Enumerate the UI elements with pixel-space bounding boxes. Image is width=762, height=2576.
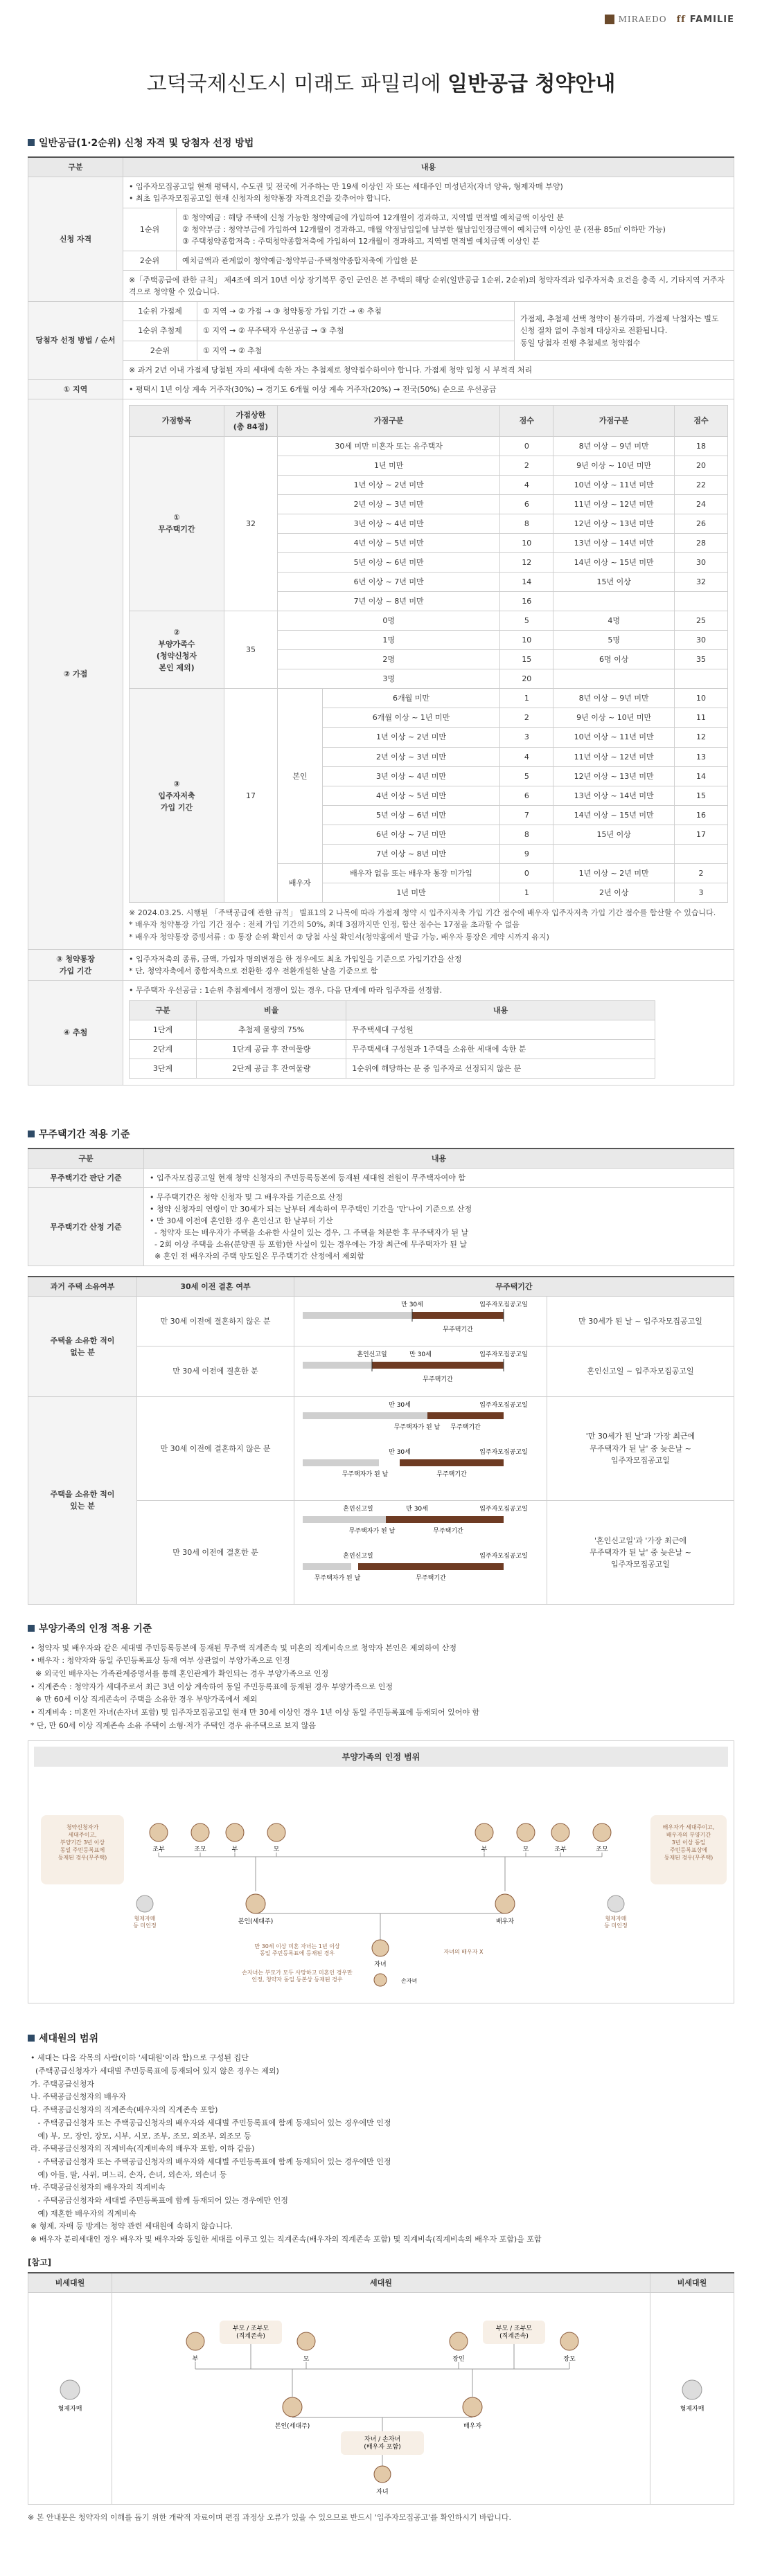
label-period: 무주택기간 <box>450 1423 481 1431</box>
bar-owned <box>358 1516 386 1523</box>
score-cell: 3명 <box>278 669 500 689</box>
spouse-person-icon <box>463 2397 482 2417</box>
ancestor-person-icon <box>267 1823 285 1841</box>
household-text: • 세대는 다음 각목의 사람(이하 '세대원'이라 함)으로 구성된 집단 (주택공급신청자가 세대별 주민등록표에 등재되어 있지 않은 경우는 제외) 가. 주택공급신청자 나. 주택공급신청자의 배우자 다. 주택공급신청자의 직계존속(배우자의 직계존속 포함) - 주택공급신청자 또는 주택공급신청자의 배우자와 세대별 주민등록표에 함께 등재되어 있는 경우에만 인정 예) 부, 모, 장인, 장모, 시부, 시모, 조부, 조모, 외조부, 외조모 등 라. 주택공급신청자의 직계비속(직계비속의 배우자 포함, 이하 같음) - 주택공급신청자 또는 주택공급신청자의 배우자와 세대별 주민등록표에 함께 등재되어 있는 경우에만 인정 예) 아들, 딸, 사위, 며느리, 손자, 손녀, 외손자, 외손녀 등 마. 주택공급신청자의 배우자의 직계비속 - 주택공급신청자와 세대별 주민등록표에 함께 등재되어 있는 경우에만 인정 예) 재혼한 배우자의 직계비속 ※ 형제, 자매 등 방계는 청약 관련 세대원에 속하지 않습니다. ※ 배우자 분리세대인 경우 배우자 및 배우자와 동일한 세대를 이루고 있는 직계존속(배우자의 직계존속 포함) 및 직계비속(직계비속의 배우자 포함)을 포함 <box>30 2053 542 2244</box>
non-member-right <box>650 2293 734 2501</box>
ancestor-person-icon <box>450 2332 468 2350</box>
reference-label: [참고] <box>28 2257 52 2267</box>
ancestor-person-icon <box>560 2332 578 2350</box>
svg-text:본인(세대주): 본인(세대주) <box>238 1918 274 1926</box>
ancestor-label-box <box>483 2321 545 2344</box>
self-person-icon <box>283 2397 302 2417</box>
ancestor-person-icon <box>593 1823 611 1841</box>
ancestor-label: 모 <box>303 2355 310 2363</box>
ancestor-person-icon <box>551 1823 569 1841</box>
bar-period <box>427 1412 504 1419</box>
score-cell: 배우자 없음 또는 배우자 통장 미가입 <box>322 863 500 883</box>
svg-text:배우자: 배우자 <box>495 1918 515 1926</box>
family-tree <box>34 1767 727 1995</box>
sibling-person-icon <box>136 1895 153 1912</box>
ancestors-row <box>150 1823 611 1857</box>
label-home: 무주택자가 된 날 <box>393 1423 441 1431</box>
score-cell: 2 <box>500 456 553 475</box>
ancestor-label: 모 <box>522 1846 529 1854</box>
lottery-cell: 1순위에 해당하는 분 중 입주자로 선정되지 않은 분 <box>346 1059 655 1078</box>
score-cell: 32 <box>675 573 728 592</box>
svg-text:배우자: 배우자 <box>463 2422 482 2430</box>
lottery-cell: 2단계 공급 후 잔여물량 <box>197 1059 346 1078</box>
bar-before <box>303 1312 412 1319</box>
timeline-3 <box>296 1398 542 1495</box>
table-row <box>130 1020 655 1039</box>
section-heading-4: 세대원의 범위 <box>28 2031 734 2045</box>
label-notice: 입주자모집공고일 <box>479 1351 528 1359</box>
score-cell: 6개월 미만 <box>322 689 500 708</box>
sibling-person-icon <box>608 1895 624 1912</box>
score-cell: 35 <box>224 611 278 689</box>
label-period: 무주택기간 <box>436 1470 467 1478</box>
spouse-person-icon <box>495 1894 515 1913</box>
score-cell: 13년 이상 ~ 14년 미만 <box>553 533 675 552</box>
score-cell: 10년 이상 ~ 11년 미만 <box>553 475 675 494</box>
score-cell: 28 <box>675 533 728 552</box>
ancestor-person-icon <box>226 1823 244 1841</box>
spouse-figure <box>495 1894 515 1925</box>
lottery-cell: 3단계 <box>130 1059 197 1078</box>
score-cell: 12년 이상 ~ 13년 미만 <box>553 766 675 786</box>
score-cell: 2 <box>675 863 728 883</box>
score-cell: 4 <box>500 475 553 494</box>
child-person-icon <box>374 2466 391 2483</box>
ancestor-person-icon <box>186 2332 204 2350</box>
score-cell: 1년 미만 <box>278 456 500 475</box>
label-notice: 입주자모집공고일 <box>479 1505 528 1513</box>
score-cell: 8 <box>500 514 553 533</box>
score-cell: 13 <box>675 747 728 766</box>
bar-before <box>303 1459 379 1466</box>
score-cell: 1년 이상 ~ 2년 미만 <box>322 728 500 747</box>
label-notice: 입주자모집공고일 <box>479 1448 528 1456</box>
score-cell: 15년 이상 <box>553 573 675 592</box>
bar-period <box>400 1459 504 1466</box>
lottery-cell: 추첨제 물량의 75% <box>197 1020 346 1039</box>
bar-owned <box>400 1412 427 1419</box>
score-cell: 16 <box>500 592 553 611</box>
score-cell: 1 <box>500 883 553 902</box>
ancestor-person-icon <box>475 1823 493 1841</box>
score-cell <box>675 844 728 863</box>
score-cell: 5 <box>500 611 553 631</box>
label-home: 무주택자가 된 날 <box>314 1574 361 1582</box>
label-age30: 만 30세 <box>406 1505 428 1513</box>
score-cell <box>553 844 675 863</box>
score-table: ② 가점 가점항목 가점상한 (총 84점) 가점구분 점수 가점구분 점수 ① 무주택기간 32 30세 미만 미혼자 또는 유주택자 0 8년 이상 ~ 9년 미만 18 1년 미만 2 9년 이상 ~ 10년 미만 20 1년 이상 ~ 2년 미만 4 10년 이상 ~ 11년 미만 22 2년 이상 ~ 3년 미만 6 11년 이상 ~ 12년 미만 24 3년 이상 ~ 4년 미만 8 12년 이상 ~ 13년 미만 26 4년 이상 ~ 5년 미만 10 13년 이상 ~ 14년 미만 28 5년 이상 ~ 6년 미만 12 14년 이상 ~ 15년 미만 30 6년 이상 ~ 7년 미만 14 15년 이상 32 7년 이상 ~ 8년 미만 16 ② 부양가족수 (청약신청자 본인 제외) 35 0명 5 4명 25 1명 10 5명 30 2명 15 6명 이상 35 3명 20 ③ 입주자저축 가입 기간 17 본인 6개월 미만 1 8년 이상 ~ 9년 미만 10 6개월 이상 ~ 1년 미만 2 9년 이상 ~ 10년 미만 11 1년 이상 ~ 2년 미만 3 10년 이상 ~ 11년 미만 12 2년 이상 ~ 3년 미만 4 11년 이상 ~ 12년 미만 13 3년 이상 ~ 4년 미만 5 12년 이상 ~ 13년 미만 14 4년 이상 ~ 5년 미만 6 13년 이상 ~ 14년 미만 15 5년 이상 ~ 6년 미만 7 14년 이상 ~ 15년 미만 16 6년 이상 ~ 7년 미만 8 15년 이상 17 7년 이상 ~ 8년 미만 9 배우자 배우자 없음 또는 배우자 통장 미가입 0 1년 이상 ~ 2년 미만 2 1년 미만 1 2년 이상 3 ※ 2024.03.25. 시행된 「주택공급에 관한 규칙」 별표1의 2 나목에 따라 가점제 청약 시 입주자저축 가입 기간 점수에 배우자 입주자저축 가입 기간 점수를 합산할 수 있습니다. * 배우자 청약통장 가입 기간 점수 : 전체 가입 기간의 50%, 최대 3점까지만 인정, 합산 점수는 17점을 초과할 수 없음 * 배우자 청약통장 증빙서류 : ① 통장 순위 확인서 ② 당첨 사실 확인서(청약홈에서 발급 가능, 배우자 통장은 계약 시까지 유지) ③ 청약통장 가입 기간 • 입주자저축의 종류, 금액, 가입자 명의변경을 한 경우에도 최초 가입일을 기준으로 가입기간을 산정 * 단, 청약자축에서 종합저축으로 전환한 경우 전환개설한 날을 기준으로 함 ④ 추첨 • 무주택자 우선공급 : 1순위 추첨제에서 경쟁이 있는 경우, 다음 단계에 따라 입주자를 선정함. 구분 비율 내용 1단계 추첨제 물량의 75% 무주택세대 구성원 2단계 1단계 공급 후 잔여물량 무주택세대 구성원과 1주택을 소유한 세대에 속한 분 3단계 2단계 공급 후 잔여물량 1순위에 해당하는 분 중 입주자로 선정되지 않은 분 <box>28 399 734 1086</box>
table-row <box>130 689 728 708</box>
timeline-4 <box>296 1502 542 1599</box>
score-cell: 5명 <box>553 631 675 650</box>
section-heading-1: 일반공급(1·2순위) 신청 자격 및 당첨자 선정 방법 <box>28 136 734 150</box>
score-cell: 11년 이상 ~ 12년 미만 <box>553 494 675 514</box>
lottery-table: 구분 비율 내용 1단계 추첨제 물량의 75% 무주택세대 구성원 2단계 1단계 공급 후 잔여물량 무주택세대 구성원과 1주택을 소유한 세대에 속한 분 3단계 2단계 공급 후 잔여물량 1순위에 해당하는 분 중 입주자로 선정되지 않은 분 <box>129 1000 655 1079</box>
qualification-table: 구분 내용 신청 자격 • 입주자모집공고일 현재 평택시, 수도권 및 전국에 거주하는 만 19세 이상인 자 또는 세대주인 미성년자(자녀 양육, 형제자매 부양) • 최초 입주자모집공고일 현재 신청자의 청약통장 자격요건을 갖추어야 합니다. 1순위 ① 청약예금 : 해당 주택에 신청 가능한 청약예금에 가입하여 12개월이 경과하고, 지역별 면적별 예치금액 이상인 분 ② 청약부금 : 청약부금에 가입하여 12개월이 경과하고, 매월 약정납입일에 납부한 월납입인정금액이 예치금액 이상인 분 (전용 85㎡ 이하만 가능) ③ 주택청약종합저축 : 주택청약종합저축에 가입하여 12개월이 경과하고, 지역별 면적별 예치금액 이상인 분 2순위 예치금액과 관계없이 청약예금·청약부금·주택청약종합저축에 가입한 분 ※「주택공급에 관한 규칙」 제4조에 의거 10년 이상 장기복무 중인 군인은 본 주택의 해당 순위(일반공급 1순위, 2순위)의 청약자격과 입주자저축 요건을 충족 시, 기타지역 거주자격으로 청약할 수 있습니다. <box>28 156 734 302</box>
brand-familie: ff FAMILIE <box>676 14 734 25</box>
dependents-diagram: 부양가족의 인정 범위 청약신청자가 세대주이고, 부양기간 3년 이상 동일 주민등록표에 등재된 경우(무주택) 배우자가 세대주이고, 배우자의 부양기간 3년 이상 동일 주민등록표상에 등재된 경우(무주택) 조부 조모 부 모 부 모 조부 조모 본인(세대주) 배우자 형제자매 등 미인정 형제자매 등 미인정 자녀 손자녀 만 30세 이상 미혼 자녀는 1년 이상 동일 주민등록표에 등재된 경우 손자녀는 부모가 모두 사망하고 미혼인 경우만 인정, 청약자 동일 등본상 등재된 경우 자녀의 배우자 X <box>28 1740 734 2003</box>
score-cell: 8 <box>500 825 553 844</box>
score-cell: 6 <box>500 494 553 514</box>
household-diagram-table: 비세대원 세대원 비세대원 형제자매 부 부모 / 조부모 (직계존속) 모 장인 부모 / 조부모 (직계존속) 장모 본인(세대주) 배우자 자녀 / 손자녀 (배우자 포함) 자녀 형제자매 <box>28 2272 734 2505</box>
score-cell: 30세 미만 미혼자 또는 유주택자 <box>278 436 500 456</box>
score-cell: 18 <box>675 436 728 456</box>
ancestor-person-icon <box>150 1823 168 1841</box>
bar-period <box>412 1312 504 1319</box>
score-cell: 7 <box>500 805 553 825</box>
ancestor-label: 장모 <box>563 2355 576 2363</box>
score-cell: 9년 이상 ~ 10년 미만 <box>553 708 675 728</box>
ancestor-label: 부 <box>481 1846 488 1854</box>
score-cell: 16 <box>675 805 728 825</box>
score-cell: 0 <box>500 863 553 883</box>
ancestor-label-box <box>220 2321 282 2344</box>
homeless-timeline-table: 과거 주택 소유여부 30세 이전 결혼 여부 무주택기간 주택을 소유한 적이 없는 분 만 30세 이전에 결혼하지 않은 분 만 30세 입주자모집공고일 무주택기간 만 30세가 된 날 ~ 입주자모집공고일 만 30세 이전에 결혼한 분 혼인신고일 만 30세 입주자모집공고일 무주택기간 혼인신고일 ~ 입주자모집공고일 주택을 소유한 적이 있는 분 만 30세 이전에 결혼하지 않은 분 만 30세 입주자모집공고일 무주택자가 된 날 무주택기간 만 30세 입주자모집공고일 무주택자가 된 날 무주택기간 '만 30세가 된 날'과 '가장 최근에 무주택자가 된 날' 중 늦은날 ~ 입주자모집공고일 만 30세 이전에 결혼한 분 혼인신고일 만 30세 입주자모집공고일 무주택자가 된 날 무주택기간 혼인신고일 입주자모집공고일 무주택자가 된 날 무주택기간 '혼인신고일'과 '가장 최근에 무주택자가 된 날' 중 늦은날 ~ 입주자모집공고일 <box>28 1276 734 1604</box>
label-notice: 입주자모집공고일 <box>479 1401 528 1409</box>
label-notice: 입주자모집공고일 <box>479 1552 528 1560</box>
grandchild-note: 손자녀는 부모가 모두 사망하고 미혼인 경우만 인정, 청약자 동일 등본상 등재된 경우 <box>242 1970 353 1983</box>
score-cell: 4명 <box>553 611 675 631</box>
brother-right <box>604 1895 627 1929</box>
score-cell: 17 <box>224 689 278 903</box>
score-cell <box>675 669 728 689</box>
child-person-icon <box>372 1940 389 1956</box>
label-age30: 만 30세 <box>409 1351 432 1359</box>
label-notice: 입주자모집공고일 <box>479 1301 528 1309</box>
svg-text:형제자매등 미인정: 형제자매 등 미인정 <box>604 1916 628 1929</box>
self-figure <box>238 1894 274 1925</box>
score-cell: 6년 이상 ~ 7년 미만 <box>322 825 500 844</box>
page-title: 고덕국제신도시 미래도 파밀리에 일반공급 청약안내 <box>146 72 616 96</box>
timeline-1 <box>296 1298 542 1341</box>
score-cell: 배우자 <box>278 863 323 902</box>
label-period: 무주택기간 <box>433 1527 463 1535</box>
household-ancestors <box>186 2321 578 2369</box>
bar-period <box>358 1563 504 1570</box>
ancestor-person-icon <box>191 1823 209 1841</box>
label-home: 무주택자가 된 날 <box>342 1470 389 1478</box>
label-period: 무주택기간 <box>443 1326 473 1334</box>
score-cell: 5 <box>500 766 553 786</box>
score-cell: 15년 이상 <box>553 825 675 844</box>
bar-period <box>386 1516 504 1523</box>
grandchild-figure <box>374 1974 417 1986</box>
label-marry: 혼인신고일 <box>357 1351 387 1359</box>
score-cell: 8년 이상 ~ 9년 미만 <box>553 689 675 708</box>
score-cell: 22 <box>675 475 728 494</box>
score-cell: 6명 이상 <box>553 650 675 669</box>
section-heading-3: 부양가족의 인정 적용 기준 <box>28 1621 734 1635</box>
score-cell: 6 <box>500 786 553 805</box>
score-cell <box>553 669 675 689</box>
score-cell: 11 <box>675 708 728 728</box>
score-cell: 14 <box>500 573 553 592</box>
ancestor-label: 부모 / 조부모 (직계존속) <box>232 2325 269 2340</box>
familie-logo-icon: ff <box>676 14 686 25</box>
score-cell: 26 <box>675 514 728 533</box>
miraedo-logo-icon <box>605 15 614 24</box>
lottery-cell: 1단계 공급 후 잔여물량 <box>197 1039 346 1059</box>
square-bullet-icon <box>28 2035 35 2042</box>
sibling-person-icon <box>682 2380 702 2399</box>
brother-left <box>133 1895 156 1929</box>
non-member-left <box>28 2293 112 2501</box>
score-cell: 10 <box>500 631 553 650</box>
child-note: 만 30세 이상 미혼 자녀는 1년 이상 동일 주민등록표에 등재된 경우 <box>254 1943 340 1957</box>
label-marry: 혼인신고일 <box>343 1552 373 1560</box>
score-cell: 8년 이상 ~ 9년 미만 <box>553 436 675 456</box>
homeless-criteria-table: 구분 내용 무주택기간 판단 기준 • 입주자모집공고일 현재 청약 신청자의 주민등록등본에 등재된 세대원 전원이 무주택자여야 함 무주택기간 산정 기준 • 무주택기간은 청약 신청자 및 그 배우자를 기준으로 산정 • 청약 신청자의 연령이 만 30세가 되는 날부터 계속하여 무주택인 기간을 '만'나이 기준으로 산정 • 만 30세 이전에 혼인한 경우 혼인신고 한 날부터 기산 - 청약자 또는 배우자가 주택을 소유한 사실이 있는 경우, 그 주택을 처분한 후 무주택자가 된 날 - 2회 이상 주택을 소유(분양권 등 포함)한 사실이 있는 경우에는 가장 최근에 무주택자가 된 날 ※ 혼인 전 배우자의 주택 양도일은 무주택기간 산정에서 제외함 <box>28 1148 734 1266</box>
score-cell: 30 <box>675 631 728 650</box>
square-bullet-icon <box>28 139 35 146</box>
score-cell: 1년 이상 ~ 2년 미만 <box>278 475 500 494</box>
lottery-cell: 무주택세대 구성원과 1주택을 소유한 세대에 속한 분 <box>346 1039 655 1059</box>
score-cell: 10년 이상 ~ 11년 미만 <box>553 728 675 747</box>
score-cell: 14년 이상 ~ 15년 미만 <box>553 553 675 573</box>
score-cell: 32 <box>224 436 278 611</box>
ancestor-label: 부 <box>231 1846 238 1854</box>
score-cell: 2년 이상 ~ 3년 미만 <box>278 494 500 514</box>
label-age30: 만 30세 <box>401 1301 423 1309</box>
ancestor-label: 부모 / 조부모 (직계존속) <box>495 2325 533 2340</box>
ancestor-label: 부 <box>192 2355 199 2363</box>
child-label-box <box>341 2431 424 2455</box>
score-cell <box>553 592 675 611</box>
score-cell: ③ 입주자저축 가입 기간 <box>130 689 224 903</box>
score-cell: 20 <box>675 456 728 475</box>
score-cell: 2년 이상 <box>553 883 675 902</box>
ancestor-label: 장인 <box>452 2355 465 2363</box>
score-cell <box>675 592 728 611</box>
brand-miraedo: MIRAEDO <box>605 15 667 24</box>
lottery-cell: 무주택세대 구성원 <box>346 1020 655 1039</box>
svg-text:본인(세대주): 본인(세대주) <box>274 2422 310 2430</box>
label-age30: 만 30세 <box>389 1448 411 1456</box>
score-cell: 24 <box>675 494 728 514</box>
score-cell: 0 <box>500 436 553 456</box>
score-cell: 1년 미만 <box>322 883 500 902</box>
score-cell: 11년 이상 ~ 12년 미만 <box>553 747 675 766</box>
score-cell: 본인 <box>278 689 323 863</box>
score-cell: 10 <box>675 689 728 708</box>
score-cell: 5년 이상 ~ 6년 미만 <box>322 805 500 825</box>
bar-before <box>303 1563 351 1570</box>
score-cell: 12년 이상 ~ 13년 미만 <box>553 514 675 533</box>
score-cell: 13년 이상 ~ 14년 미만 <box>553 786 675 805</box>
score-subtable: 가점항목 가점상한 (총 84점) 가점구분 점수 가점구분 점수 ① 무주택기간 32 30세 미만 미혼자 또는 유주택자 0 8년 이상 ~ 9년 미만 18 1년 미만 2 9년 이상 ~ 10년 미만 20 1년 이상 ~ 2년 미만 4 10년 이상 ~ 11년 미만 22 2년 이상 ~ 3년 미만 6 11년 이상 ~ 12년 미만 24 3년 이상 ~ 4년 미만 8 12년 이상 ~ 13년 미만 26 4년 이상 ~ 5년 미만 10 13년 이상 ~ 14년 미만 28 5년 이상 ~ 6년 미만 12 14년 이상 ~ 15년 미만 30 6년 이상 ~ 7년 미만 14 15년 이상 32 7년 이상 ~ 8년 미만 16 ② 부양가족수 (청약신청자 본인 제외) 35 0명 5 4명 25 1명 10 5명 30 2명 15 6명 이상 35 3명 20 ③ 입주자저축 가입 기간 17 본인 6개월 미만 1 8년 이상 ~ 9년 미만 10 6개월 이상 ~ 1년 미만 2 9년 이상 ~ 10년 미만 11 1년 이상 ~ 2년 미만 3 10년 이상 ~ 11년 미만 12 2년 이상 ~ 3년 미만 4 11년 이상 ~ 12년 미만 13 3년 이상 ~ 4년 미만 5 12년 이상 ~ 13년 미만 14 4년 이상 ~ 5년 미만 6 13년 이상 ~ 14년 미만 15 5년 이상 ~ 6년 미만 7 14년 이상 ~ 15년 미만 16 6년 이상 ~ 7년 미만 8 15년 이상 17 7년 이상 ~ 8년 미만 9 배우자 배우자 없음 또는 배우자 통장 미가입 0 1년 이상 ~ 2년 미만 2 1년 미만 1 2년 이상 3 <box>129 405 728 903</box>
score-cell: 10 <box>500 533 553 552</box>
lottery-cell: 2단계 <box>130 1039 197 1059</box>
table-row <box>130 611 728 631</box>
footnote: ※ 본 안내문은 청약자의 이해를 돕기 위한 개략적 자료이며 편집 과정상 오류가 있을 수 있으므로 반드시 '입주자모집공고'를 확인하시기 바랍니다. <box>28 2512 512 2522</box>
table-row <box>130 1059 655 1078</box>
score-cell: 3년 이상 ~ 4년 미만 <box>322 766 500 786</box>
label-period: 무주택기간 <box>423 1376 453 1384</box>
sibling-person-icon <box>60 2380 80 2399</box>
score-cell: ① 무주택기간 <box>130 436 224 611</box>
score-cell: 7년 이상 ~ 8년 미만 <box>278 592 500 611</box>
score-cell: 25 <box>675 611 728 631</box>
score-cell: 0명 <box>278 611 500 631</box>
score-cell: 6개월 이상 ~ 1년 미만 <box>322 708 500 728</box>
grandchild-person-icon <box>374 1974 387 1986</box>
score-cell: 3년 이상 ~ 4년 미만 <box>278 514 500 533</box>
score-cell: 14 <box>675 766 728 786</box>
score-cell: 4년 이상 ~ 5년 미만 <box>278 533 500 552</box>
score-cell: 4년 이상 ~ 5년 미만 <box>322 786 500 805</box>
score-cell: ② 부양가족수 (청약신청자 본인 제외) <box>130 611 224 689</box>
self-person-icon <box>246 1894 265 1913</box>
table-row <box>130 436 728 456</box>
score-cell: 9년 이상 ~ 10년 미만 <box>553 456 675 475</box>
ancestor-label: 조모 <box>194 1846 206 1854</box>
score-cell: 4 <box>500 747 553 766</box>
table-row <box>130 1039 655 1059</box>
bar-before <box>303 1516 358 1523</box>
score-cell: 1 <box>500 689 553 708</box>
svg-text:자녀: 자녀 <box>376 2488 389 2496</box>
child-label: 자녀 / 손자녀 (배우자 포함) <box>364 2435 401 2451</box>
selection-table: 당첨자 선정 방법 / 순서 1순위 가점제 ① 지역 → ② 가점 → ③ 청약통장 가입 기간 → ④ 추첨 가점제, 추첨제 선택 청약이 불가하며, 가점제 낙첨자는 별도 신청 절차 없이 추첨제 대상자로 전환됩니다. 동일 당첨자 진행 추첨제로 청약접수 1순위 추첨제 ① 지역 → ② 무주택자 우선공급 → ③ 추첨 2순위 ① 지역 → ② 추첨 ※ 과거 2년 이내 가점제 당첨된 자의 세대에 속한 자는 추첨제로 청약접수하여야 합니다. 가점제 청약 입청 시 부적격 처리 ① 지역 • 평택시 1년 이상 계속 거주자(30%) → 경기도 6개월 이상 계속 거주자(20%) → 전국(50%) 순으로 우선공급 <box>28 301 734 399</box>
note-right: 배우자가 세대주이고, 배우자의 부양기간 3년 이상 동일 주민등록표상에 등재된 경우(무주택) <box>662 1824 715 1862</box>
section-heading-2: 무주택기간 적용 기준 <box>28 1127 734 1141</box>
note-left: 청약신청자가 세대주이고, 부양기간 3년 이상 동일 주민등록표에 등재된 경우(무주택) <box>57 1824 107 1862</box>
label-period: 무주택기간 <box>416 1574 446 1582</box>
svg-text:형제자매등 미인정: 형제자매 등 미인정 <box>133 1916 157 1929</box>
score-cell: 2년 이상 ~ 3년 미만 <box>322 747 500 766</box>
score-cell: 7년 이상 ~ 8년 미만 <box>322 844 500 863</box>
ancestor-label: 조부 <box>152 1846 165 1854</box>
score-cell: 1년 이상 ~ 2년 미만 <box>553 863 675 883</box>
bar-before <box>303 1362 372 1369</box>
ancestor-person-icon <box>517 1823 535 1841</box>
score-cell: 35 <box>675 650 728 669</box>
ancestor-label: 조부 <box>554 1846 567 1854</box>
label-home: 무주택자가 된 날 <box>348 1527 396 1535</box>
square-bullet-icon <box>28 1625 35 1632</box>
svg-text:형제자매: 형제자매 <box>57 2405 82 2413</box>
svg-text:자녀: 자녀 <box>374 1961 387 1969</box>
score-cell: 20 <box>500 669 553 689</box>
header-bar <box>28 0 734 39</box>
label-marry: 혼인신고일 <box>343 1505 373 1513</box>
dependents-text: • 청약자 및 배우자와 같은 세대별 주민등록등본에 등재된 무주택 직계존속 및 미혼의 직계비속으로 청약자 본인은 제외하여 산정 • 배우자 : 청약자와 동일 주민등록표상 등재 여부 상관없이 부양가족으로 인정 ※ 외국인 배우자는 가족관계증명서를 통해 혼인관계가 확인되는 경우 부양가족으로 인정 • 직계존속 : 청약자가 세대주로서 최근 3년 이상 계속하여 동일 주민등록표에 등재된 경우 부양가족으로 인정 ※ 만 60세 이상 직계존속이 주택을 소유한 경우 부양가족에서 제외 • 직계비속 : 미혼인 자녀(손자녀 포함) 및 입주자모집공고일 현재 만 30세 이상인 경우 1년 이상 동일 주민등록표에 등재되어 있어야 함 * 단, 만 60세 이상 직계존속 소유 주택이 소형·저가 주택인 경우 유주택으로 보지 않음 <box>30 1643 480 1730</box>
score-cell: 14년 이상 ~ 15년 미만 <box>553 805 675 825</box>
score-cell: 2 <box>500 708 553 728</box>
score-cell: 30 <box>675 553 728 573</box>
bar-period <box>372 1362 504 1369</box>
household-tree <box>112 2293 650 2501</box>
label-age30: 만 30세 <box>389 1401 411 1409</box>
svg-text:형제자매: 형제자매 <box>680 2405 705 2413</box>
square-bullet-icon <box>28 1131 35 1137</box>
score-cell: 12 <box>675 728 728 747</box>
score-cell: 15 <box>500 650 553 669</box>
timeline-2 <box>296 1348 542 1391</box>
married-child-note: 자녀의 배우자 X <box>443 1949 484 1956</box>
bar-before <box>303 1412 400 1419</box>
score-cell: 17 <box>675 825 728 844</box>
score-cell: 3 <box>675 883 728 902</box>
ancestor-label: 모 <box>273 1846 280 1854</box>
score-cell: 12 <box>500 553 553 573</box>
score-cell: 2명 <box>278 650 500 669</box>
score-cell: 1명 <box>278 631 500 650</box>
svg-text:손자녀: 손자녀 <box>401 1978 418 1985</box>
lottery-cell: 1단계 <box>130 1020 197 1039</box>
score-cell: 3 <box>500 728 553 747</box>
score-cell: 6년 이상 ~ 7년 미만 <box>278 573 500 592</box>
child-figure <box>372 1940 389 1968</box>
score-cell: 5년 이상 ~ 6년 미만 <box>278 553 500 573</box>
score-cell: 15 <box>675 786 728 805</box>
ancestor-person-icon <box>297 2332 315 2350</box>
score-cell: 9 <box>500 844 553 863</box>
ancestor-label: 조모 <box>596 1846 608 1854</box>
